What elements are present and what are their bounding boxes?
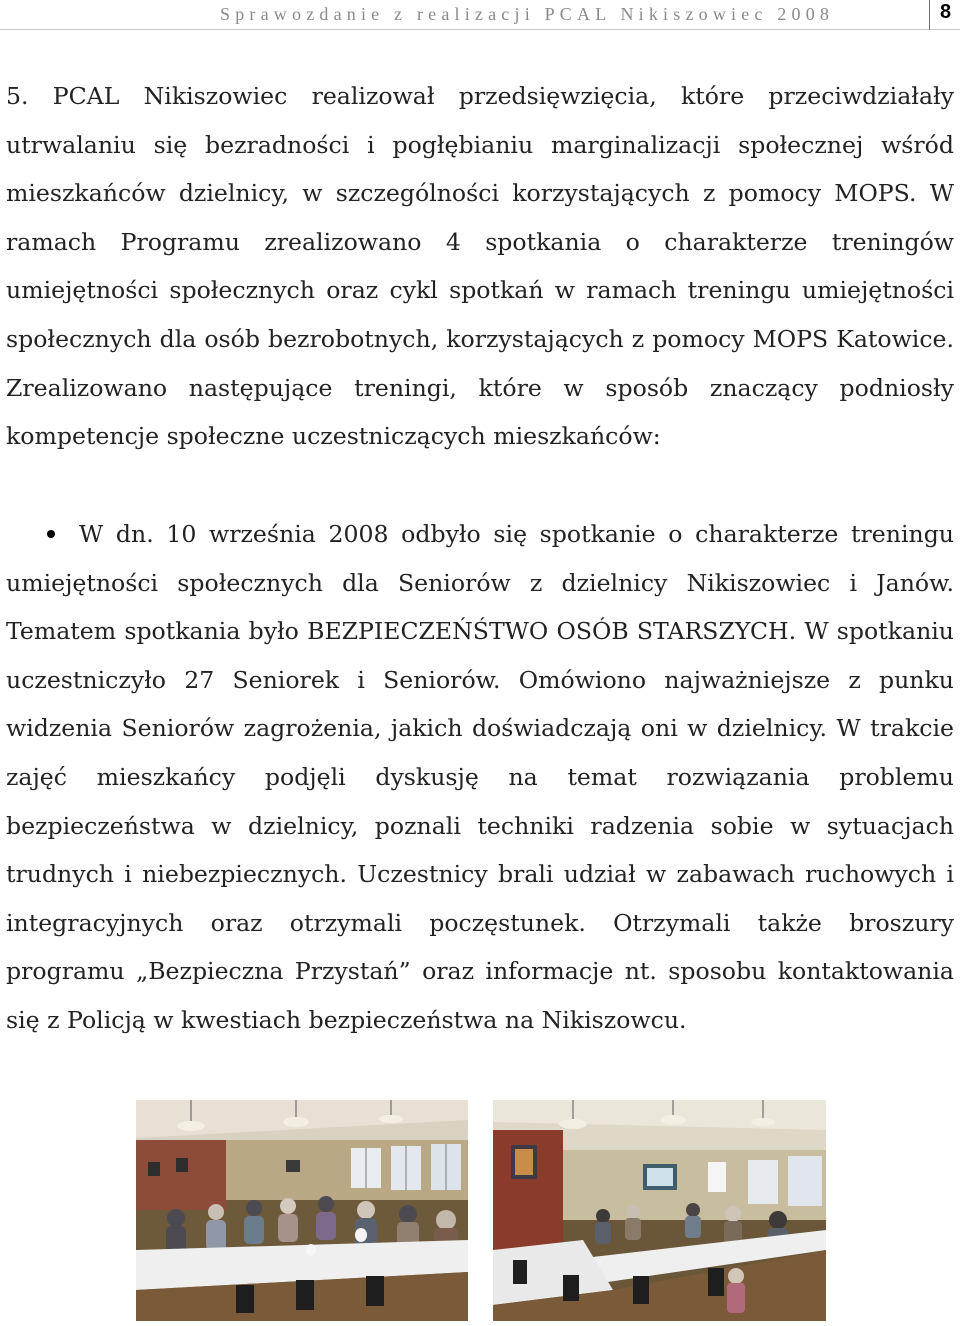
page-number: 8 bbox=[940, 1, 952, 23]
page-number-separator bbox=[929, 0, 930, 30]
header-divider bbox=[0, 29, 960, 30]
paragraph-intro: 5. PCAL Nikiszowiec realizował przedsięwzięcia, które przeciwdziałały utrwalaniu się bezradności i pogłębianiu marginalizacji społecznej wśród mieszkańców dzielnicy, w szczególności korzystających z pomocy MOPS. W ramach Programu zrealizowano 4 spotkania o charakterze treningów umiejętności społecznych oraz cykl spotkań w ramach treningu umiejętności społecznych dla osób bezrobotnych, korzystających z pomocy MOPS Katowice. Zrealizowano następujące treningi, które w sposób znaczący podniosły kompetencje społeczne uczestniczących mieszkańców: bbox=[6, 82, 954, 451]
bullet-item-text: W dn. 10 września 2008 odbyło się spotkanie o charakterze treningu umiejętności społecznych dla Seniorów z dzielnicy Nikiszowiec i Janów. Tematem spotkania było BEZPIECZEŃŚTWO OSÓB STARSZYCH. W spotkaniu uczestniczyło 27 Seniorek i Seniorów. Omówiono najważniejsze z punku widzenia Seniorów zagrożenia, jakich doświadczają oni w dzielnicy. W trakcie zajęć mieszkańcy podjęli dyskusję na temat rozwiązania problemu bezpieczeństwa w dzielnicy, poznali techniki radzenia sobie w sytuacjach trudnych i niebezpiecznych. Uczestnicy brali udział w zabawach ruchowych i integracyjnych oraz otrzymali poczęstunek. Otrzymali także broszury programu „Bezpieczna Przystań” oraz informacje nt. sposobu kontaktowania się z Policją w kwestiach bezpieczeństwa na Nikiszowcu. bbox=[6, 520, 954, 1034]
photo-meeting-seniors bbox=[136, 1100, 468, 1321]
bullet-icon bbox=[47, 530, 55, 538]
bullet-item bbox=[6, 510, 954, 1045]
running-header-title: Sprawozdanie z realizacji PCAL Nikiszowiec 2008 bbox=[220, 4, 835, 24]
page-header bbox=[0, 0, 960, 30]
photo-meeting-presentation bbox=[493, 1100, 826, 1321]
